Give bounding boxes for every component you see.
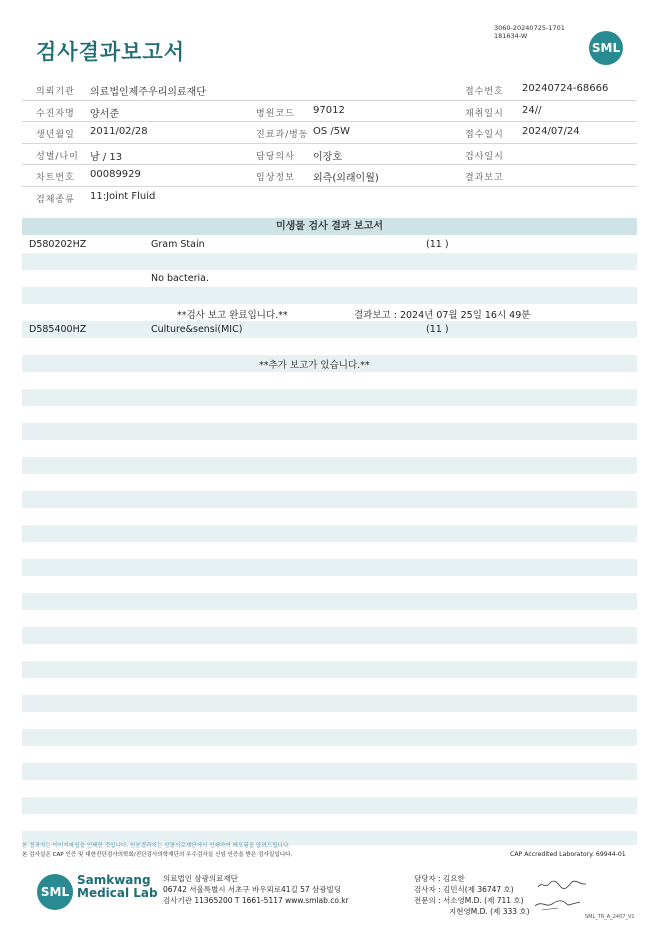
specimen-code: (11 ) bbox=[426, 239, 449, 250]
test-code: D585400HZ bbox=[29, 324, 87, 335]
info-value: 외측(외래이월) bbox=[313, 173, 379, 184]
info-label: 채취일시 bbox=[465, 108, 504, 119]
row-stripe bbox=[22, 389, 637, 406]
row-stripe bbox=[22, 729, 637, 746]
page-title: 검사결과보고서 bbox=[36, 40, 186, 64]
brand-name-line: Samkwang bbox=[77, 873, 151, 887]
info-row bbox=[22, 79, 637, 101]
info-label: 수진자명 bbox=[36, 108, 75, 119]
row-stripe bbox=[22, 525, 637, 542]
test-name: Gram Stain bbox=[151, 239, 205, 250]
result-finding: No bacteria. bbox=[151, 273, 209, 284]
report-complete-note: **검사 보고 완료입니다.** bbox=[177, 310, 288, 321]
info-value: 20240724-68666 bbox=[522, 83, 609, 94]
info-label: 임상정보 bbox=[256, 173, 295, 183]
info-label: 생년월일 bbox=[36, 130, 75, 140]
row-stripe bbox=[22, 661, 637, 678]
org-name: 의료법인 삼광의료재단 bbox=[163, 874, 238, 883]
info-row bbox=[22, 187, 637, 208]
row-stripe bbox=[22, 797, 637, 814]
row-stripe bbox=[22, 423, 637, 440]
brand-name bbox=[77, 874, 158, 900]
info-value: 00089929 bbox=[90, 169, 141, 180]
info-value: 남 / 13 bbox=[90, 151, 123, 163]
test-name: Culture&sensi(MIC) bbox=[151, 324, 243, 335]
row-stripe bbox=[22, 763, 637, 780]
specimen-code: (11 ) bbox=[426, 324, 449, 335]
form-code: SML_TR_A_2407_V1 bbox=[585, 914, 635, 920]
test-code: D580202HZ bbox=[29, 239, 87, 250]
info-label: 검체종류 bbox=[36, 194, 75, 205]
document-code-line: 181634-W bbox=[494, 32, 528, 40]
info-row bbox=[22, 122, 637, 144]
staff-line: 검사자 : 김민식(제 36747 호) bbox=[414, 885, 514, 894]
sml-logo: SML bbox=[589, 31, 623, 65]
info-row bbox=[22, 144, 637, 166]
info-value: 97012 bbox=[313, 104, 345, 116]
info-value: 의료법인제주우리의료재단 bbox=[90, 87, 206, 98]
document-code-line: 3060-20240725-1701 bbox=[494, 24, 565, 32]
row-stripe bbox=[22, 491, 637, 508]
info-value: OS /5W bbox=[313, 126, 351, 137]
sml-logo-mark: SML bbox=[37, 874, 73, 910]
staff-line: 담당자 : 김요한 bbox=[414, 874, 465, 883]
row-stripe bbox=[22, 559, 637, 576]
row-stripe bbox=[22, 695, 637, 712]
staff-line: 전문의 : 서소영M.D. (제 711 호) bbox=[414, 896, 524, 905]
info-value: 11:Joint Fluid bbox=[90, 190, 156, 202]
report-timestamp: 결과보고 : 2024년 07월 25일 16시 49분 bbox=[354, 310, 531, 321]
image-print-notice: 본 결과지는 이미지파일을 인쇄한 것입니다. 원본결과지는 삼광의료재단에서 인쇄하여 배포됨을 알려드립니다. bbox=[22, 843, 291, 849]
document-code bbox=[494, 24, 565, 40]
row-stripe bbox=[22, 627, 637, 644]
micro-report-header: 미생물 검사 결과 보고서 bbox=[22, 218, 637, 235]
cap-accreditation: CAP Accredited Laboratory. 69944-01 bbox=[510, 851, 626, 858]
staff-line: 지현영M.D. (제 333 호) bbox=[449, 907, 530, 916]
info-label: 차트번호 bbox=[36, 173, 75, 183]
row-stripe bbox=[22, 253, 637, 270]
patient-info-table bbox=[22, 79, 637, 207]
signature-icon bbox=[532, 896, 584, 912]
info-label: 담당의사 bbox=[256, 151, 295, 162]
signature-icon bbox=[536, 879, 588, 891]
row-stripe bbox=[22, 593, 637, 610]
info-label: 결과보고 bbox=[465, 173, 504, 183]
info-value: 2024/07/24 bbox=[522, 126, 580, 137]
info-value: 24// bbox=[522, 104, 542, 116]
info-label: 접수번호 bbox=[465, 87, 504, 97]
info-label: 병원코드 bbox=[256, 108, 295, 119]
info-label: 성별/나이 bbox=[36, 151, 79, 162]
info-label: 의뢰기관 bbox=[36, 87, 75, 97]
info-row bbox=[22, 101, 637, 123]
brand-name-line: Medical Lab bbox=[77, 886, 158, 900]
row-stripe bbox=[22, 321, 637, 338]
sml-logo bbox=[37, 874, 73, 910]
info-label: 검사일시 bbox=[465, 151, 504, 162]
info-row bbox=[22, 165, 637, 187]
org-contact: 검사기관 11365200 T 1661-5117 www.smlab.co.kr bbox=[163, 896, 349, 905]
additional-report-note: **추가 보고가 있습니다.** bbox=[259, 360, 370, 371]
org-address: 06742 서울특별시 서초구 바우뫼로41길 57 삼광빌딩 bbox=[163, 885, 342, 894]
info-label: 접수일시 bbox=[465, 130, 504, 140]
info-value: 양서준 bbox=[90, 108, 119, 120]
row-stripe bbox=[22, 457, 637, 474]
info-value: 이장호 bbox=[313, 151, 342, 163]
certification-notice: 본 검사실은 CAP 인증 및 대한진단검사의학회/진단검사의학재단의 우수검사실 신임 인증을 받은 검사실입니다. bbox=[22, 852, 293, 858]
info-label: 진료과/병동 bbox=[256, 130, 309, 140]
info-value: 2011/02/28 bbox=[90, 126, 148, 137]
row-stripe bbox=[22, 287, 637, 304]
